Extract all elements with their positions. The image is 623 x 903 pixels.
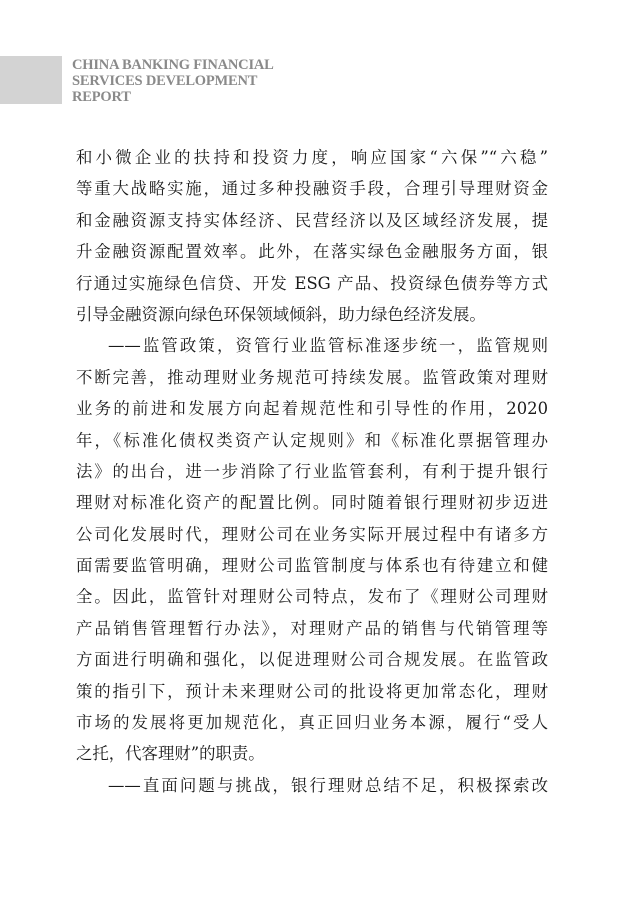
text-line-6: 引导金融资源向绿色环保领域倾斜，助力绿色经济发展。 xyxy=(76,304,486,324)
text-line-2: 等重大战略实施，通过多种投融资手段，合理引导理财资金 xyxy=(76,179,548,199)
text-line-7: ——监管政策，资管行业监管标准逐步统一，监管规则 xyxy=(108,336,548,356)
text-line-12: 理财对标准化资产的配置比例。同时随着银行理财初步迈进 xyxy=(76,493,548,513)
text-line-11: 法》的出台，进一步消除了行业监管套利，有利于提升银行 xyxy=(76,461,548,481)
header-corner-block xyxy=(0,56,62,104)
text-line-14: 面需要监管明确，理财公司监管制度与体系也有待建立和健 xyxy=(76,556,548,576)
text-line-5: 行通过实施绿色信贷、开发 ESG 产品、投资绿色债券等方式 xyxy=(76,273,548,293)
running-header xyxy=(72,57,274,105)
text-line-16: 产品销售管理暂行办法》，对理财产品的销售与代销管理等 xyxy=(76,618,548,638)
text-line-9: 业务的前进和发展方向起着规范性和引导性的作用，2020 xyxy=(76,399,548,419)
running-header-line-1: CHINA BANKING FINANCIAL xyxy=(72,57,274,73)
text-line-21: ——直面问题与挑战，银行理财总结不足，积极探索改 xyxy=(108,775,548,795)
text-line-15: 全。因此，监管针对理财公司特点，发布了《理财公司理财 xyxy=(76,587,548,607)
text-line-19: 市场的发展将更加规范化，真正回归业务本源，履行“受人 xyxy=(76,713,548,733)
text-line-3: 和金融资源支持实体经济、民营经济以及区域经济发展，提 xyxy=(76,210,548,230)
body-text xyxy=(76,142,548,801)
running-header-line-2: SERVICES DEVELOPMENT xyxy=(72,73,258,89)
text-line-10: 年，《标准化债权类资产认定规则》和《标准化票据管理办 xyxy=(76,430,548,450)
text-line-17: 方面进行明确和强化，以促进理财公司合规发展。在监管政 xyxy=(76,650,548,670)
text-line-18: 策的指引下，预计未来理财公司的批设将更加常态化，理财 xyxy=(76,681,548,701)
text-line-8: 不断完善，推动理财业务规范可持续发展。监管政策对理财 xyxy=(76,367,548,387)
text-line-4: 升金融资源配置效率。此外，在落实绿色金融服务方面，银 xyxy=(76,242,548,262)
text-line-1: 和小微企业的扶持和投资力度，响应国家“六保”“六稳” xyxy=(76,148,548,167)
text-line-20: 之托，代客理财”的职责。 xyxy=(76,744,265,764)
text-line-13: 公司化发展时代，理财公司在业务实际开展过程中有诸多方 xyxy=(76,524,548,544)
running-header-line-3: REPORT xyxy=(72,89,131,105)
